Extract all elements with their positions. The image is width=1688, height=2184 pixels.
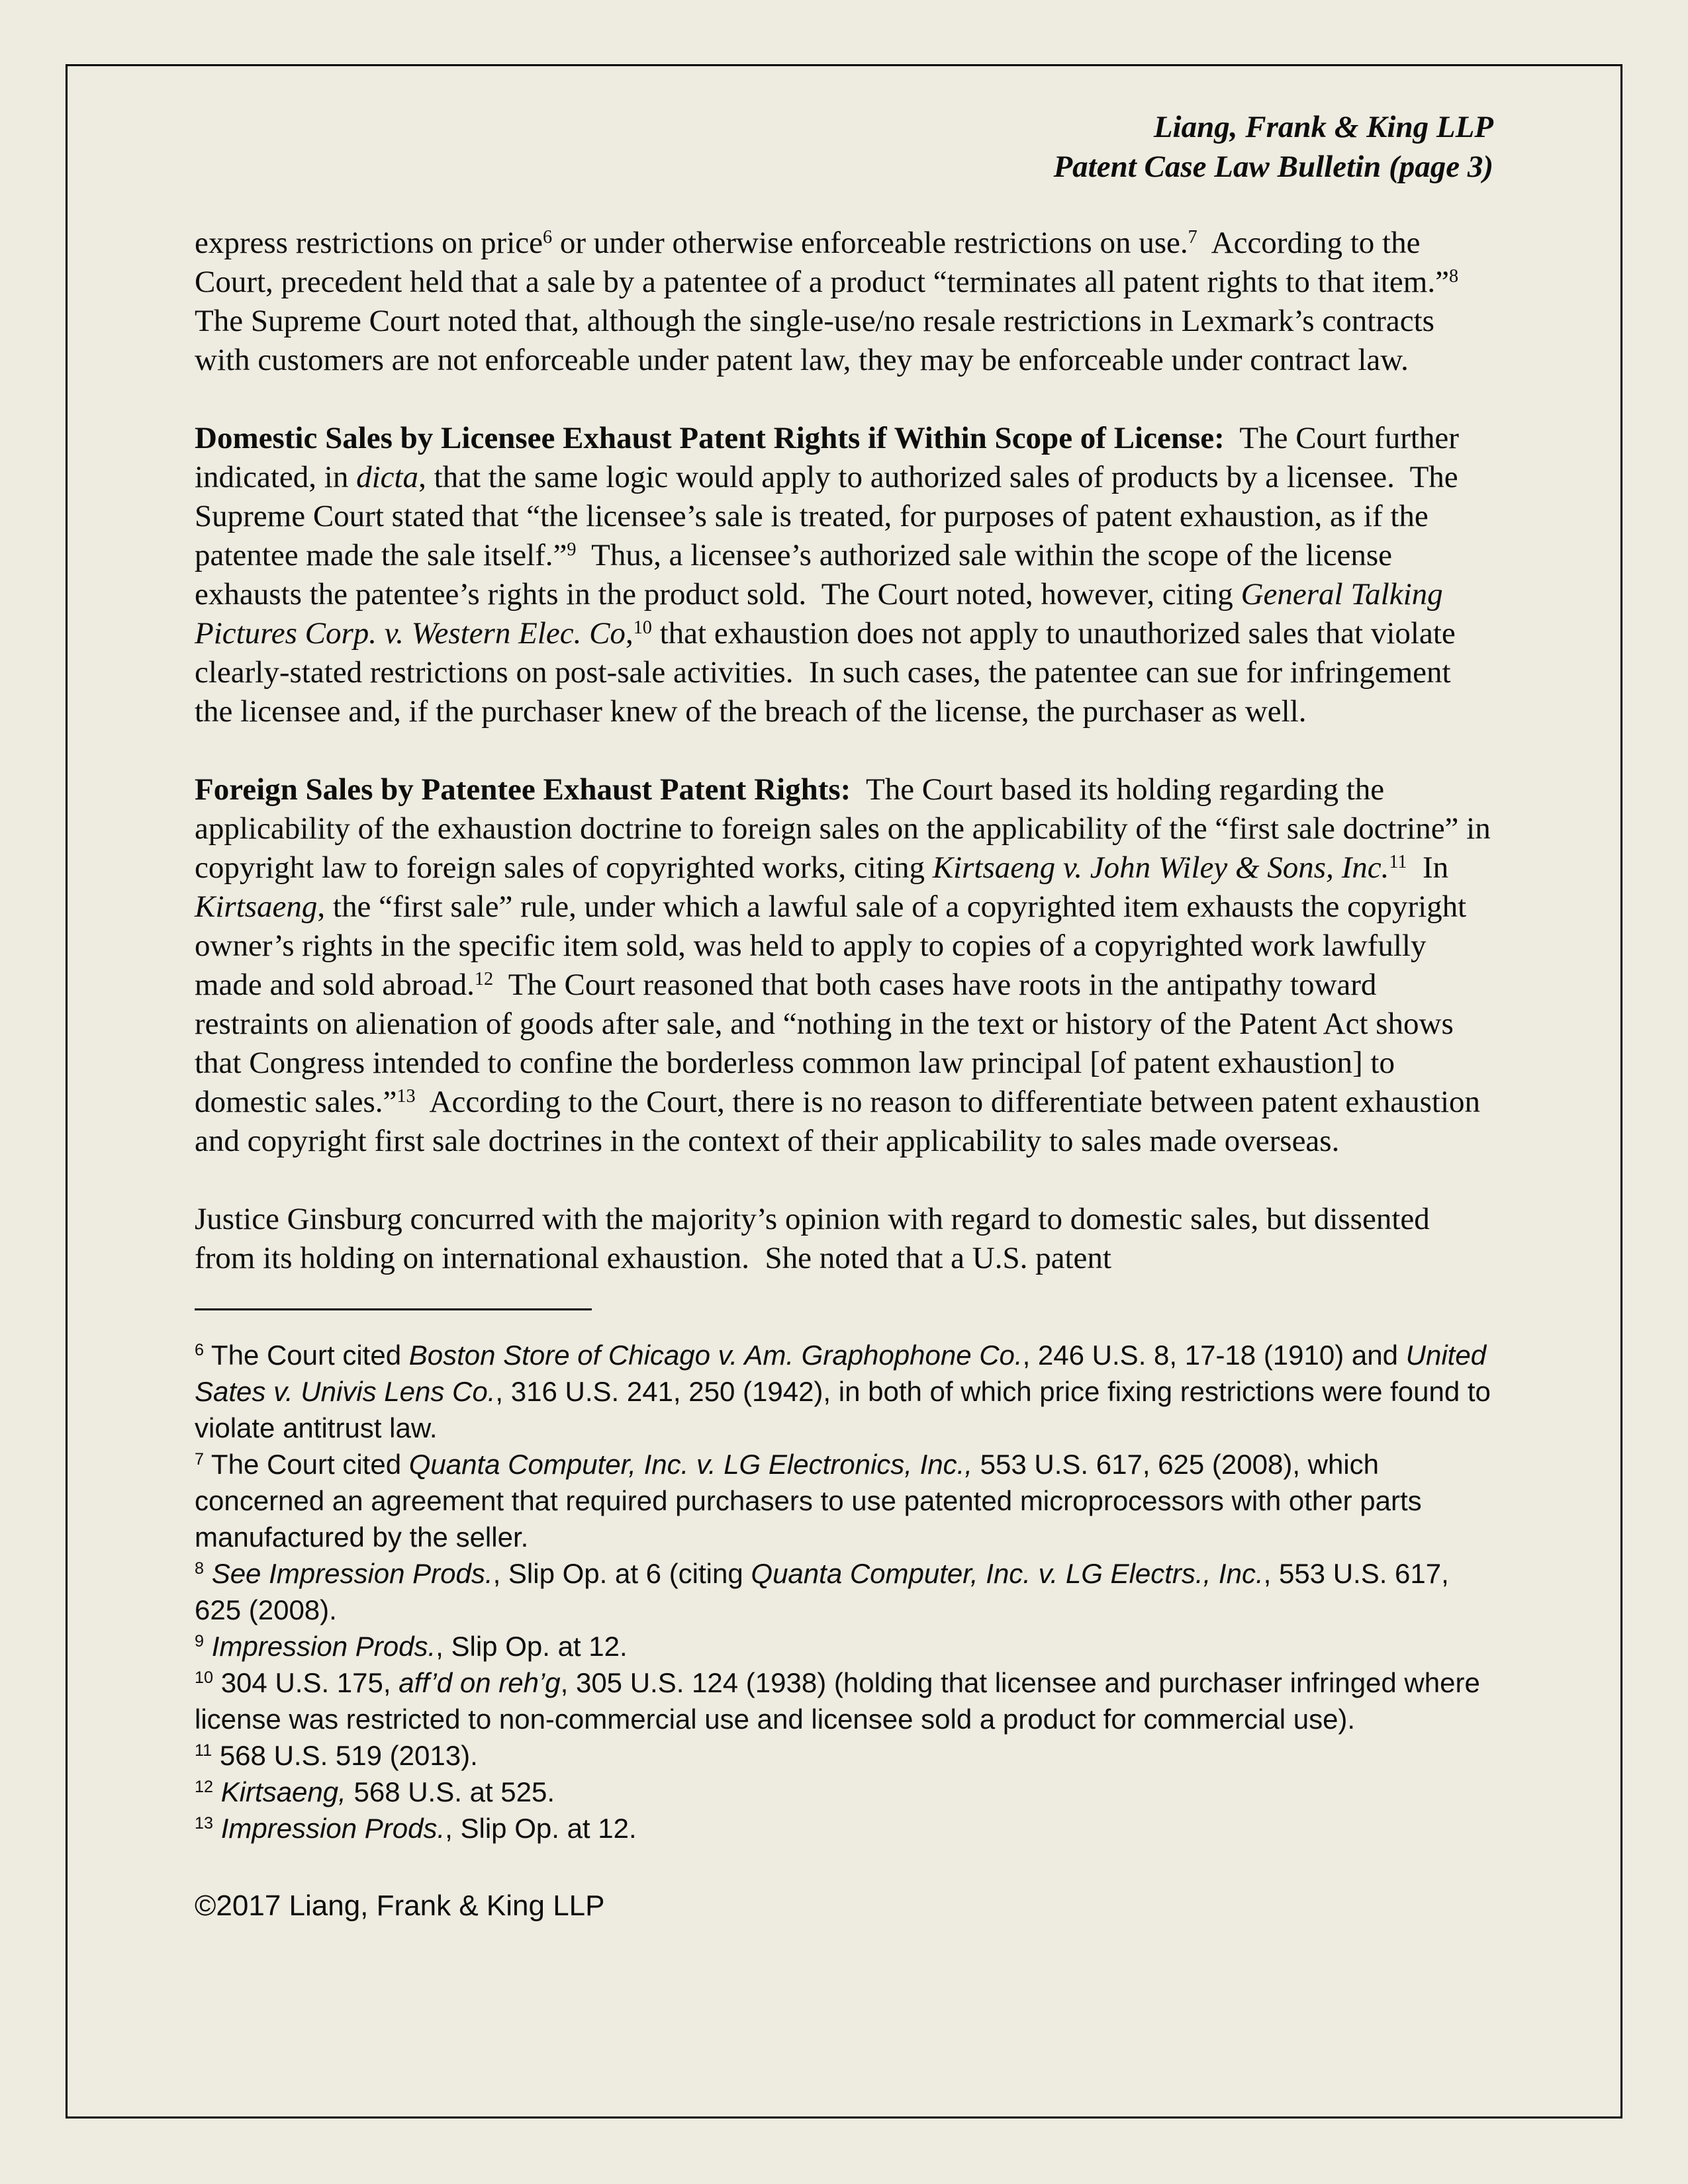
footnote: $^6$ The Court cited Boston Store of Chicago v. Am. Graphophone Co., 246 U.S. 8, 17-18 (1910) and United Sates v. Univis Lens Co., 316 U.S. 241, 250 (1942), in both of which price fixing restrictions were found to violate antitrust law. (195, 1340, 1499, 1443)
footnote: $^7$ The Court cited Quanta Computer, Inc. v. LG Electronics, Inc., 553 U.S. 617, 625 (2008), which concerned an agreement that required purchasers to use patented microprocessors with other parts manufactured by the seller. (195, 1449, 1430, 1553)
footnote: $^{12}$ Kirtsaeng, 568 U.S. at 525. (195, 1776, 555, 1807)
footnote: $^8$ See Impression Prods., Slip Op. at 6 (citing Quanta Computer, Inc. v. LG Electrs., Inc., 553 U.S. 617, 625 (2008). (195, 1558, 1457, 1625)
body-paragraph: Domestic Sales by Licensee Exhaust Patent Rights if Within Scope of License: The Court further indicated, in dicta, that the same logic would apply to authorized sales of products by a licensee. The Supreme Court stated that “the licensee’s sale is treated, for purposes of patent exhaustion, as if the patentee made the sale itself.”$^9$ Thus, a licensee’s authorized sale within the scope of the license exhausts the patentee’s rights in the product sold. The Court noted, however, citing General Talking Pictures Corp. v. Western Elec. Co,$^{10}$ that exhaustion does not apply to unauthorized sales that violate clearly-stated restrictions on post-sale activities. In such cases, the patentee can sue for infringement the licensee and, if the purchaser knew of the breach of the license, the purchaser as well. (195, 421, 1467, 729)
footnote: $^{11}$ 568 U.S. 519 (2013). (195, 1740, 478, 1771)
body-paragraph: Justice Ginsburg concurred with the majority’s opinion with regard to domestic sales, but dissented from its holding on international exhaustion. She noted that a U.S. patent (195, 1202, 1438, 1275)
bulletin-title: Patent Case Law Bulletin (page 3) (1053, 150, 1493, 184)
footnote: $^{10}$ 304 U.S. 175, aff’d on reh’g, 305 U.S. 124 (1938) (holding that licensee and purchaser infringed where license was restricted to non-commercial use and licensee sold a product for commercial use). (195, 1667, 1488, 1735)
footnotes (195, 1337, 1499, 1846)
firm-name: Liang, Frank & King LLP (1153, 110, 1493, 144)
footnote-separator (195, 1308, 592, 1310)
footnote: $^9$ Impression Prods., Slip Op. at 12. (195, 1631, 628, 1662)
footnote: $^{13}$ Impression Prods., Slip Op. at 12. (195, 1813, 637, 1844)
page-border (66, 64, 1622, 2118)
body-text (195, 224, 1499, 1278)
page-footer (195, 1888, 1493, 1924)
document-header (195, 107, 1493, 187)
body-paragraph: express restrictions on price$^6$ or under otherwise enforceable restrictions on use.$^7$ According to the Court, precedent held that a sale by a patentee of a product “terminates all patent rights to that item.”$^8$ The Supreme Court noted that, although the single-use/no resale restrictions in Lexmark’s contracts with customers are not enforceable under patent law, they may be enforceable under contract law. (195, 226, 1474, 377)
body-paragraph: Foreign Sales by Patentee Exhaust Patent Rights: The Court based its holding regarding the applicability of the exhaustion doctrine to foreign sales on the applicability of the “first sale doctrine” in copyright law to foreign sales of copyrighted works, citing Kirtsaeng v. John Wiley & Sons, Inc.$^{11}$ In Kirtsaeng, the “first sale” rule, under which a lawful sale of a copyrighted item exhausts the copyright owner’s rights in the specific item sold, was held to apply to copies of a copyrighted work lawfully made and sold abroad.$^{12}$ The Court reasoned that both cases have roots in the antipathy toward restraints on alienation of goods after sale, and “nothing in the text or history of the Patent Act shows that Congress intended to confine the borderless common law principal [of patent exhaustion] to domestic sales.”$^{13}$ According to the Court, there is no reason to differentiate between patent exhaustion and copyright first sale doctrines in the context of their applicability to sales made overseas. (195, 772, 1499, 1158)
copyright-text: ©2017 Liang, Frank & King LLP (195, 1889, 605, 1922)
